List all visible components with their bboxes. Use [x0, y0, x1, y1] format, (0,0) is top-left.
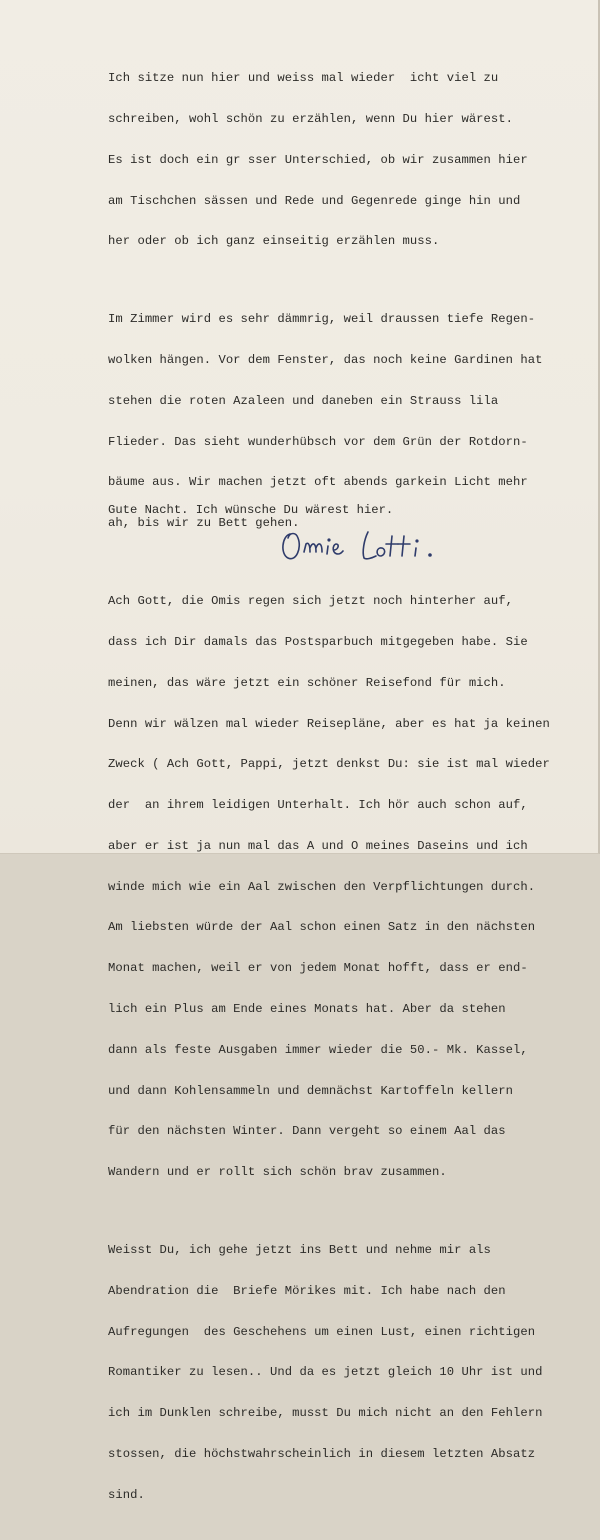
text-line: Wandern und er rollt sich schön brav zusammen. [108, 1165, 447, 1180]
text-line: her oder ob ich ganz einseitig erzählen muss. [108, 234, 440, 249]
text-line: stossen, die höchstwahrscheinlich in diesem letzten Absatz [108, 1446, 536, 1461]
text-line: Monat machen, weil er von jedem Monat hofft, dass er end- [108, 961, 528, 976]
text-line: Es ist doch ein gr sser Unterschied, ob wir zusammen hier [108, 152, 528, 167]
text-line: Romantiker zu lesen.. Und da es jetzt gleich 10 Uhr ist und [108, 1365, 543, 1380]
text-line: für den nächsten Winter. Dann vergeht so einem Aal das [108, 1124, 506, 1139]
text-line: der an ihrem leidigen Unterhalt. Ich hör auch schon auf, [108, 798, 528, 813]
text-line: Denn wir wälzen mal wieder Reisepläne, aber es hat ja keinen [108, 716, 550, 731]
text-line: meinen, das wäre jetzt ein schöner Reisefond für mich. [108, 675, 506, 690]
text-line: Im Zimmer wird es sehr dämmrig, weil draussen tiefe Regen- [108, 312, 536, 327]
letter-body [108, 45, 578, 1540]
paragraph-1 [108, 45, 578, 276]
text-line: Ich sitze nun hier und weiss mal wieder icht viel zu [108, 71, 499, 86]
text-line: Flieder. Das sieht wunderhübsch vor dem Grün der Rotdorn- [108, 434, 528, 449]
handwritten-signature [276, 522, 466, 572]
text-line: ah, bis wir zu Bett gehen. [108, 516, 300, 531]
paragraph-4 [108, 1217, 578, 1530]
text-line: aber er ist ja nun mal das A und O meines Daseins und ich [108, 838, 528, 853]
text-line: Am liebsten würde der Aal schon einen Satz in den nächsten [108, 920, 536, 935]
text-line: ich im Dunklen schreibe, musst Du mich nicht an den Fehlern [108, 1406, 543, 1421]
text-line: dann als feste Ausgaben immer wieder die 50.- Mk. Kassel, [108, 1042, 528, 1057]
text-line: dass ich Dir damals das Postsparbuch mitgegeben habe. Sie [108, 634, 528, 649]
text-line: wolken hängen. Vor dem Fenster, das noch keine Gardinen hat [108, 353, 543, 368]
text-line: Aufregungen des Geschehens um einen Lust, einen richtigen [108, 1324, 536, 1339]
text-line: sind. [108, 1487, 145, 1502]
text-line: winde mich wie ein Aal zwischen den Verpflichtungen durch. [108, 879, 536, 894]
text-line: bäume aus. Wir machen jetzt oft abends garkein Licht mehr [108, 475, 528, 490]
text-line: Weisst Du, ich gehe jetzt ins Bett und nehme mir als [108, 1243, 491, 1258]
text-line: Zweck ( Ach Gott, Pappi, jetzt denkst Du: sie ist mal wieder [108, 757, 550, 772]
text-line: Ach Gott, die Omis regen sich jetzt noch hinterher auf, [108, 594, 514, 609]
text-line: schreiben, wohl schön zu erzählen, wenn Du hier wärest. [108, 111, 514, 126]
text-line: und dann Kohlensammeln und demnächst Kartoffeln kellern [108, 1083, 514, 1098]
closing-line: Gute Nacht. Ich wünsche Du wärest hier. [108, 503, 394, 517]
text-line: lich ein Plus am Ende eines Monats hat. Aber da stehen [108, 1001, 506, 1016]
paragraph-2 [108, 286, 578, 558]
paragraph-3 [108, 568, 578, 1207]
text-line: am Tischchen sässen und Rede und Gegenrede ginge hin und [108, 193, 521, 208]
text-line: Abendration die Briefe Mörikes mit. Ich habe nach den [108, 1283, 506, 1298]
text-line: stehen die roten Azaleen und daneben ein Strauss lila [108, 393, 499, 408]
